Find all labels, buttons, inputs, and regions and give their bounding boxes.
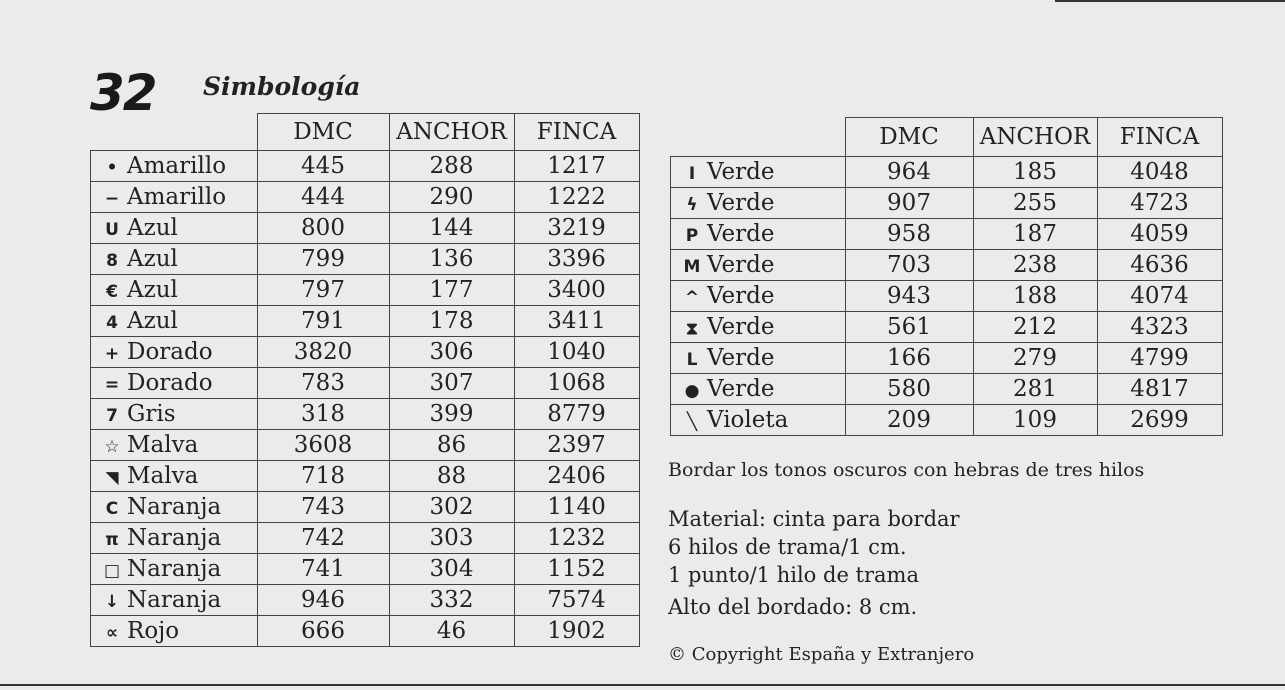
anchor-cell: 332 bbox=[389, 585, 514, 616]
dmc-cell: 444 bbox=[257, 182, 389, 213]
dmc-cell: 907 bbox=[845, 188, 973, 219]
color-cell bbox=[671, 219, 846, 250]
header-finca: FINCA bbox=[514, 114, 639, 151]
header-dmc: DMC bbox=[845, 118, 973, 157]
color-name: Verde bbox=[707, 314, 775, 340]
color-name: Azul bbox=[127, 246, 178, 272]
color-cell bbox=[91, 399, 258, 430]
pattern-number: 32 bbox=[90, 64, 156, 122]
color-name: Rojo bbox=[127, 618, 180, 644]
finca-cell: 4636 bbox=[1097, 250, 1222, 281]
color-cell bbox=[671, 250, 846, 281]
color-cell bbox=[91, 337, 258, 368]
finca-cell: 1140 bbox=[514, 492, 639, 523]
table-row bbox=[671, 157, 1223, 188]
stitch-symbol-icon: L bbox=[686, 350, 698, 370]
anchor-cell: 86 bbox=[389, 430, 514, 461]
header-finca: FINCA bbox=[1097, 118, 1222, 157]
page-edge-line bbox=[1055, 0, 1285, 2]
anchor-cell: 188 bbox=[973, 281, 1097, 312]
stitch-symbol-icon: M bbox=[683, 257, 701, 277]
color-name: Naranja bbox=[127, 587, 222, 613]
note-stitch: 1 punto/1 hilo de trama bbox=[668, 563, 919, 587]
finca-cell: 1217 bbox=[514, 151, 639, 182]
header-dmc: DMC bbox=[257, 114, 389, 151]
color-name: Azul bbox=[127, 308, 178, 334]
table-row bbox=[91, 182, 640, 213]
note-weave: 6 hilos de trama/1 cm. bbox=[668, 535, 907, 559]
color-cell bbox=[671, 281, 846, 312]
stitch-symbol-icon: ╲ bbox=[686, 412, 698, 432]
table-row bbox=[671, 188, 1223, 219]
stitch-symbol-icon: U bbox=[105, 220, 119, 240]
copyright: © Copyright España y Extranjero bbox=[668, 644, 975, 665]
color-name: Naranja bbox=[127, 494, 222, 520]
anchor-cell: 187 bbox=[973, 219, 1097, 250]
anchor-cell: 290 bbox=[389, 182, 514, 213]
anchor-cell: 178 bbox=[389, 306, 514, 337]
stitch-symbol-icon: − bbox=[104, 189, 120, 209]
dmc-cell: 318 bbox=[257, 399, 389, 430]
stitch-symbol-icon: + bbox=[104, 344, 120, 364]
finca-cell: 4059 bbox=[1097, 219, 1222, 250]
dmc-cell: 743 bbox=[257, 492, 389, 523]
finca-cell: 1222 bbox=[514, 182, 639, 213]
finca-cell: 3400 bbox=[514, 275, 639, 306]
dmc-cell: 943 bbox=[845, 281, 973, 312]
anchor-cell: 399 bbox=[389, 399, 514, 430]
color-cell bbox=[671, 188, 846, 219]
stitch-symbol-icon: P bbox=[685, 226, 699, 246]
color-cell bbox=[91, 554, 258, 585]
anchor-cell: 307 bbox=[389, 368, 514, 399]
table-row bbox=[91, 523, 640, 554]
color-name: Amarillo bbox=[127, 153, 227, 179]
stitch-symbol-icon: ☆ bbox=[104, 437, 120, 457]
dmc-cell: 209 bbox=[845, 405, 973, 436]
dmc-cell: 3820 bbox=[257, 337, 389, 368]
color-name: Verde bbox=[707, 221, 775, 247]
color-name: Verde bbox=[707, 252, 775, 278]
dmc-cell: 666 bbox=[257, 616, 389, 647]
color-cell bbox=[91, 368, 258, 399]
stitch-symbol-icon: ϟ bbox=[686, 195, 698, 215]
table-row bbox=[91, 554, 640, 585]
finca-cell: 4074 bbox=[1097, 281, 1222, 312]
table-row bbox=[671, 281, 1223, 312]
color-name: Violeta bbox=[707, 407, 789, 433]
anchor-cell: 302 bbox=[389, 492, 514, 523]
stitch-symbol-icon: € bbox=[106, 282, 118, 302]
table-row bbox=[671, 405, 1223, 436]
finca-cell: 1040 bbox=[514, 337, 639, 368]
anchor-cell: 288 bbox=[389, 151, 514, 182]
color-name: Gris bbox=[127, 401, 176, 427]
anchor-cell: 281 bbox=[973, 374, 1097, 405]
finca-cell: 4723 bbox=[1097, 188, 1222, 219]
stitch-symbol-icon: = bbox=[104, 375, 120, 395]
stitch-symbol-icon: ^ bbox=[684, 288, 700, 308]
header-anchor: ANCHOR bbox=[973, 118, 1097, 157]
dmc-cell: 166 bbox=[845, 343, 973, 374]
anchor-cell: 303 bbox=[389, 523, 514, 554]
stitch-symbol-icon: I bbox=[688, 164, 696, 184]
color-name: Malva bbox=[127, 432, 199, 458]
dmc-cell: 718 bbox=[257, 461, 389, 492]
color-cell bbox=[91, 275, 258, 306]
dmc-cell: 783 bbox=[257, 368, 389, 399]
table-row bbox=[91, 213, 640, 244]
color-name: Verde bbox=[707, 159, 775, 185]
table-row bbox=[91, 368, 640, 399]
table-row bbox=[671, 250, 1223, 281]
blank-header bbox=[91, 114, 258, 151]
dmc-cell: 797 bbox=[257, 275, 389, 306]
dmc-cell: 958 bbox=[845, 219, 973, 250]
color-cell bbox=[91, 213, 258, 244]
table-row bbox=[91, 492, 640, 523]
dmc-cell: 741 bbox=[257, 554, 389, 585]
color-cell bbox=[91, 430, 258, 461]
color-name: Verde bbox=[707, 190, 775, 216]
table-row bbox=[671, 312, 1223, 343]
stitch-symbol-icon: □ bbox=[103, 561, 121, 581]
color-name: Amarillo bbox=[127, 184, 227, 210]
color-name: Dorado bbox=[127, 339, 213, 365]
dmc-cell: 964 bbox=[845, 157, 973, 188]
header-anchor: ANCHOR bbox=[389, 114, 514, 151]
finca-cell: 2699 bbox=[1097, 405, 1222, 436]
color-name: Naranja bbox=[127, 525, 222, 551]
anchor-cell: 185 bbox=[973, 157, 1097, 188]
table-row bbox=[91, 461, 640, 492]
finca-cell: 7574 bbox=[514, 585, 639, 616]
table-row bbox=[671, 374, 1223, 405]
finca-cell: 1068 bbox=[514, 368, 639, 399]
dmc-cell: 799 bbox=[257, 244, 389, 275]
finca-cell: 1902 bbox=[514, 616, 639, 647]
stitch-symbol-icon: π bbox=[105, 530, 119, 550]
table-row bbox=[91, 244, 640, 275]
color-cell bbox=[671, 312, 846, 343]
dmc-cell: 791 bbox=[257, 306, 389, 337]
color-cell bbox=[91, 461, 258, 492]
blank-header bbox=[671, 118, 846, 157]
stitch-symbol-icon: ↓ bbox=[104, 592, 120, 612]
finca-cell: 4048 bbox=[1097, 157, 1222, 188]
finca-cell: 4323 bbox=[1097, 312, 1222, 343]
color-name: Dorado bbox=[127, 370, 213, 396]
stitch-symbol-icon: ⧗ bbox=[686, 319, 698, 339]
anchor-cell: 177 bbox=[389, 275, 514, 306]
color-name: Azul bbox=[127, 277, 178, 303]
anchor-cell: 279 bbox=[973, 343, 1097, 374]
stitch-symbol-icon: • bbox=[106, 158, 118, 178]
color-cell bbox=[671, 405, 846, 436]
note-material: Material: cinta para bordar bbox=[668, 507, 960, 531]
stitch-symbol-icon: C bbox=[105, 499, 119, 519]
dmc-cell: 561 bbox=[845, 312, 973, 343]
dmc-cell: 800 bbox=[257, 213, 389, 244]
table-row bbox=[91, 399, 640, 430]
finca-cell: 8779 bbox=[514, 399, 639, 430]
stitch-symbol-icon: 7 bbox=[106, 406, 118, 426]
anchor-cell: 212 bbox=[973, 312, 1097, 343]
color-cell bbox=[671, 343, 846, 374]
color-cell bbox=[91, 585, 258, 616]
stitch-symbol-icon: ◥ bbox=[105, 468, 119, 488]
color-name: Malva bbox=[127, 463, 199, 489]
dmc-cell: 3608 bbox=[257, 430, 389, 461]
symbol-table-left bbox=[90, 113, 640, 647]
finca-cell: 3411 bbox=[514, 306, 639, 337]
symbol-table-right bbox=[670, 117, 1223, 436]
finca-cell: 3219 bbox=[514, 213, 639, 244]
stitch-symbol-icon: 8 bbox=[106, 251, 118, 271]
color-name: Verde bbox=[707, 283, 775, 309]
color-cell bbox=[91, 151, 258, 182]
dmc-cell: 946 bbox=[257, 585, 389, 616]
note-tones: Bordar los tonos oscuros con hebras de tres hilos bbox=[668, 459, 1145, 481]
color-cell bbox=[91, 523, 258, 554]
table-row bbox=[91, 337, 640, 368]
table-row bbox=[91, 275, 640, 306]
table-row bbox=[91, 585, 640, 616]
color-name: Azul bbox=[127, 215, 178, 241]
anchor-cell: 136 bbox=[389, 244, 514, 275]
table-row bbox=[91, 616, 640, 647]
dmc-cell: 742 bbox=[257, 523, 389, 554]
color-cell bbox=[671, 374, 846, 405]
anchor-cell: 238 bbox=[973, 250, 1097, 281]
color-cell bbox=[91, 182, 258, 213]
finca-cell: 2406 bbox=[514, 461, 639, 492]
page-bottom-line bbox=[0, 684, 1285, 686]
color-cell bbox=[91, 492, 258, 523]
color-name: Verde bbox=[707, 345, 775, 371]
dmc-cell: 703 bbox=[845, 250, 973, 281]
finca-cell: 2397 bbox=[514, 430, 639, 461]
anchor-cell: 306 bbox=[389, 337, 514, 368]
dmc-cell: 445 bbox=[257, 151, 389, 182]
table-row bbox=[91, 306, 640, 337]
color-cell bbox=[671, 157, 846, 188]
anchor-cell: 144 bbox=[389, 213, 514, 244]
color-name: Naranja bbox=[127, 556, 222, 582]
anchor-cell: 88 bbox=[389, 461, 514, 492]
table-row bbox=[91, 151, 640, 182]
page-title: Simbología bbox=[203, 72, 361, 101]
finca-cell: 1152 bbox=[514, 554, 639, 585]
stitch-symbol-icon: ● bbox=[684, 381, 700, 401]
anchor-cell: 255 bbox=[973, 188, 1097, 219]
stitch-symbol-icon: ∝ bbox=[105, 623, 119, 643]
anchor-cell: 304 bbox=[389, 554, 514, 585]
note-height: Alto del bordado: 8 cm. bbox=[668, 595, 918, 619]
stitch-symbol-icon: 4 bbox=[106, 313, 118, 333]
anchor-cell: 46 bbox=[389, 616, 514, 647]
color-cell bbox=[91, 306, 258, 337]
finca-cell: 3396 bbox=[514, 244, 639, 275]
dmc-cell: 580 bbox=[845, 374, 973, 405]
anchor-cell: 109 bbox=[973, 405, 1097, 436]
finca-cell: 4817 bbox=[1097, 374, 1222, 405]
finca-cell: 1232 bbox=[514, 523, 639, 554]
color-cell bbox=[91, 244, 258, 275]
color-cell bbox=[91, 616, 258, 647]
table-row bbox=[91, 430, 640, 461]
color-name: Verde bbox=[707, 376, 775, 402]
table-row bbox=[671, 219, 1223, 250]
finca-cell: 4799 bbox=[1097, 343, 1222, 374]
table-row bbox=[671, 343, 1223, 374]
